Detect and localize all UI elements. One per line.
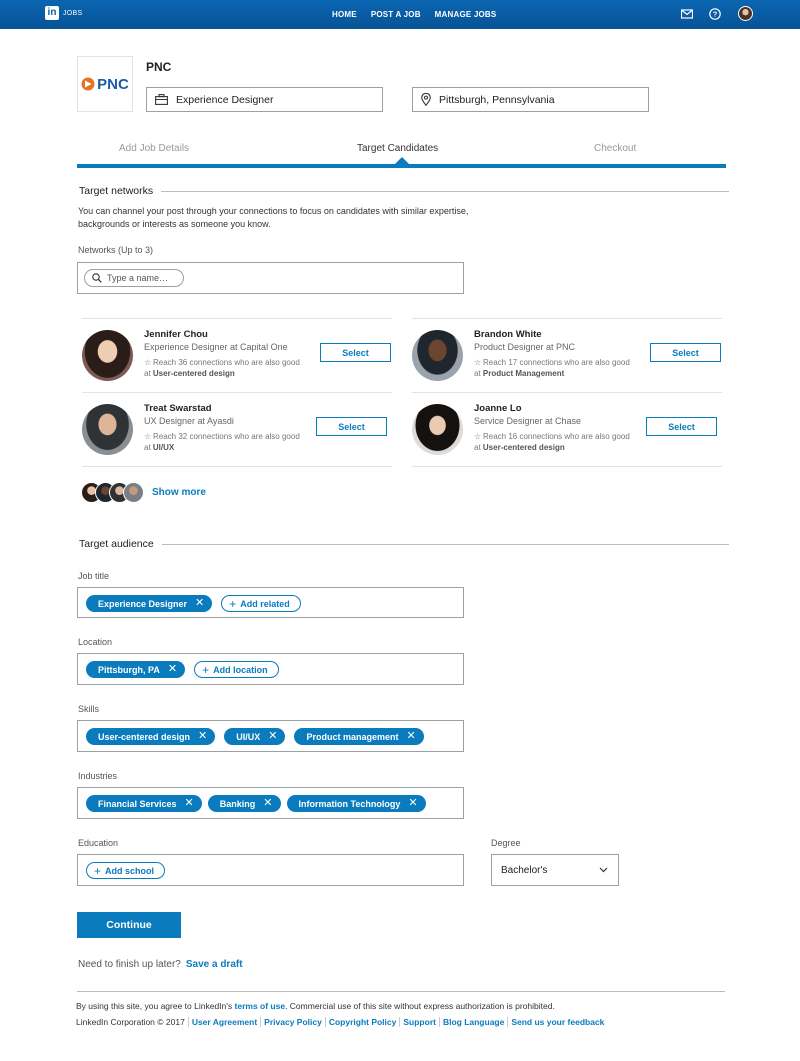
chevron-down-icon xyxy=(599,867,608,873)
industries-box xyxy=(77,787,464,819)
network-person xyxy=(82,392,392,464)
continue-button[interactable]: Continue xyxy=(77,912,181,938)
footer-terms: By using this site, you agree to LinkedIn's terms of use. Commercial use of this site without express authorization is prohibited. xyxy=(76,1001,555,1011)
select-button[interactable]: Select xyxy=(320,343,391,362)
linkedin-logo[interactable]: in xyxy=(45,6,59,20)
person-photo xyxy=(82,330,133,381)
location-pill[interactable]: Pittsburgh, PA ✕ xyxy=(86,661,185,678)
company-name: PNC xyxy=(146,60,172,74)
network-person xyxy=(412,318,722,390)
person-title: Product Designer at PNC xyxy=(474,342,576,352)
person-name: Joanne Lo xyxy=(474,403,522,414)
footer-link-privacy-policy[interactable]: Privacy Policy xyxy=(260,1017,325,1027)
degree-select[interactable] xyxy=(491,854,619,886)
location-field[interactable] xyxy=(412,87,649,112)
job-title-pill[interactable]: Experience Designer ✕ xyxy=(86,595,212,612)
person-title: UX Designer at Ayasdi xyxy=(144,416,234,426)
industries-label: Industries xyxy=(78,771,118,781)
close-icon[interactable]: ✕ xyxy=(167,663,178,675)
location-label: Location xyxy=(78,637,113,647)
person-title: Service Designer at Chase xyxy=(474,416,582,426)
star-icon: ☆ xyxy=(144,432,152,441)
person-photo xyxy=(82,404,133,455)
divider xyxy=(82,466,392,467)
pnc-logo-icon xyxy=(81,77,95,91)
network-search-input[interactable] xyxy=(84,269,184,287)
skill-pill[interactable]: User-centered design ✕ xyxy=(86,728,215,745)
job-title-box xyxy=(77,587,464,618)
job-title-label: Job title xyxy=(78,571,110,581)
avatar xyxy=(123,482,144,503)
job-title-field[interactable] xyxy=(146,87,383,112)
target-audience-title: Target audience xyxy=(79,538,729,550)
star-icon: ☆ xyxy=(144,358,152,367)
person-reach: ☆ Reach 17 connections who are also good at Product Management xyxy=(474,358,630,378)
person-photo xyxy=(412,404,463,455)
location-value: Pittsburgh, Pennsylvania xyxy=(439,93,555,106)
briefcase-icon xyxy=(155,94,168,105)
person-reach: ☆ Reach 32 connections who are also good at UI/UX xyxy=(144,432,300,452)
close-icon[interactable]: ✕ xyxy=(263,797,273,809)
steps-progress-bar xyxy=(77,164,726,168)
industry-pill[interactable]: Financial Services ✕ xyxy=(86,795,202,812)
avatar[interactable] xyxy=(738,6,753,21)
top-nav xyxy=(0,0,800,29)
progress-steps xyxy=(77,140,726,170)
add-related-button[interactable]: + Add related xyxy=(221,595,301,612)
star-icon: ☆ xyxy=(474,432,482,441)
company-logo xyxy=(77,56,133,112)
close-icon[interactable]: ✕ xyxy=(195,597,205,609)
person-title: Experience Designer at Capital One xyxy=(144,342,288,352)
svg-text:?: ? xyxy=(712,9,718,19)
footer-link-blog-language[interactable]: Blog Language xyxy=(439,1017,507,1027)
add-school-button[interactable]: + Add school xyxy=(86,862,165,879)
terms-of-use-link[interactable]: terms of use xyxy=(234,1001,286,1011)
select-button[interactable]: Select xyxy=(646,417,717,436)
search-placeholder: Type a name… xyxy=(107,273,169,283)
job-title-value: Experience Designer xyxy=(176,93,274,106)
target-networks-description: You can channel your post through your connections to focus on candidates with similar expertise, backgrounds or interests as someone you know. xyxy=(78,206,469,229)
networks-search-box xyxy=(77,262,464,294)
select-button[interactable]: Select xyxy=(316,417,387,436)
person-name: Treat Swarstad xyxy=(144,403,212,414)
person-name: Brandon White xyxy=(474,329,542,340)
plus-icon: + xyxy=(229,596,237,611)
degree-label: Degree xyxy=(491,838,521,848)
plus-icon: + xyxy=(94,863,102,878)
networks-label: Networks (Up to 3) xyxy=(78,245,154,255)
search-icon xyxy=(92,273,102,283)
person-reach: ☆ Reach 36 connections who are also good at User-centered design xyxy=(144,358,300,378)
skills-label: Skills xyxy=(78,704,100,714)
company-logo-text: PNC xyxy=(97,75,129,93)
plus-icon: + xyxy=(202,662,210,677)
network-person xyxy=(412,392,722,464)
person-photo xyxy=(412,330,463,381)
location-box xyxy=(77,653,464,685)
close-icon[interactable]: ✕ xyxy=(406,730,416,742)
skill-pill[interactable]: UI/UX ✕ xyxy=(224,728,285,745)
close-icon[interactable]: ✕ xyxy=(198,730,208,742)
finish-later-text: Need to finish up later? Save a draft xyxy=(78,959,243,970)
education-label: Education xyxy=(78,838,119,848)
step-target-candidates[interactable]: Target Candidates xyxy=(357,143,439,154)
person-name: Jennifer Chou xyxy=(144,329,208,340)
target-networks-title: Target networks xyxy=(79,185,729,197)
divider xyxy=(412,466,722,467)
nav-post-job[interactable]: POST A JOB xyxy=(370,10,421,19)
add-location-button[interactable]: + Add location xyxy=(194,661,279,678)
network-person xyxy=(82,318,392,390)
help-icon[interactable] xyxy=(709,8,721,20)
skill-pill[interactable]: Product management ✕ xyxy=(294,728,423,745)
show-more-link[interactable]: Show more xyxy=(152,487,206,498)
step-add-job-details[interactable]: Add Job Details xyxy=(119,143,190,154)
industry-pill[interactable]: Information Technology ✕ xyxy=(287,795,426,812)
person-reach: ☆ Reach 16 connections who are also good at User-centered design xyxy=(474,432,630,452)
footer-link-support[interactable]: Support xyxy=(399,1017,439,1027)
save-draft-link[interactable]: Save a draft xyxy=(185,959,243,970)
close-icon[interactable]: ✕ xyxy=(268,730,278,742)
footer-link-user-agreement[interactable]: User Agreement xyxy=(188,1017,260,1027)
nav-manage-jobs[interactable]: MANAGE JOBS xyxy=(434,10,497,19)
footer-link-feedback[interactable]: Send us your feedback xyxy=(507,1017,607,1027)
education-box xyxy=(77,854,464,886)
step-indicator-caret xyxy=(395,157,409,164)
nav-home[interactable]: HOME xyxy=(332,10,357,19)
close-icon[interactable]: ✕ xyxy=(408,797,418,809)
degree-value: Bachelor's xyxy=(501,864,548,876)
step-checkout[interactable]: Checkout xyxy=(594,143,637,154)
product-name: JOBS xyxy=(63,10,83,17)
star-icon: ☆ xyxy=(474,358,482,367)
select-button[interactable]: Select xyxy=(650,343,721,362)
close-icon[interactable]: ✕ xyxy=(184,797,194,809)
nav-links xyxy=(332,10,496,19)
industry-pill[interactable]: Banking ✕ xyxy=(208,795,281,812)
location-pin-icon xyxy=(421,93,431,106)
copyright: LinkedIn Corporation © 2017 xyxy=(76,1017,185,1027)
mail-icon[interactable] xyxy=(681,8,693,20)
skills-box xyxy=(77,720,464,752)
footer-divider xyxy=(77,991,725,992)
footer-links xyxy=(76,1017,607,1027)
footer-link-copyright-policy[interactable]: Copyright Policy xyxy=(325,1017,400,1027)
